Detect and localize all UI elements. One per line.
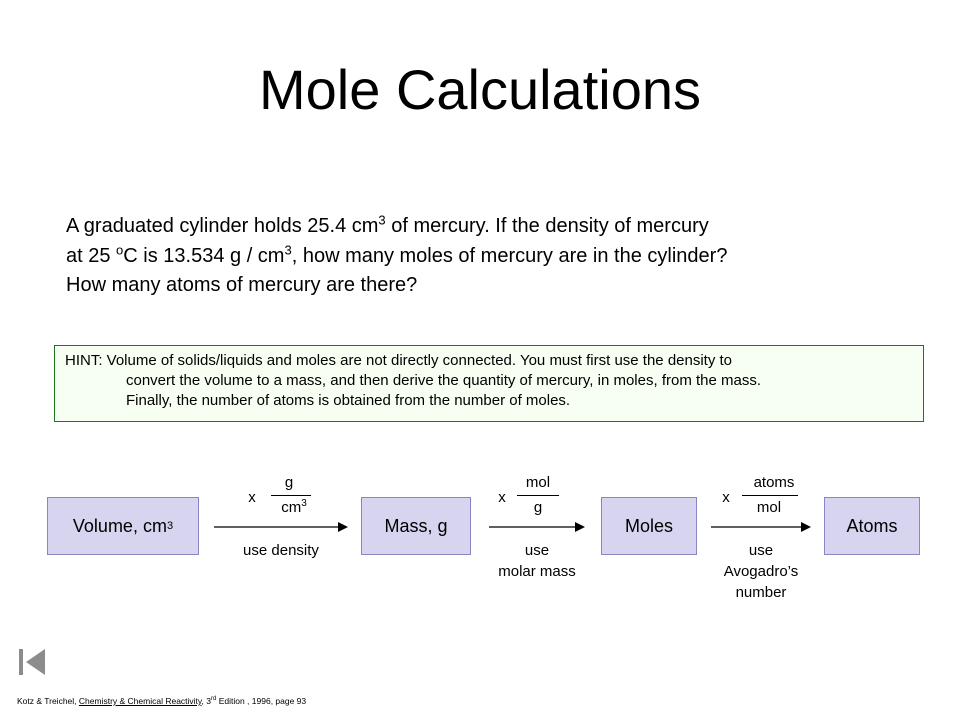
go-to-first-slide-icon[interactable]: [17, 647, 47, 677]
moles-box: Moles: [601, 497, 697, 555]
problem-text: A graduated cylinder holds 25.4 $cm^3$ of mercury. If the density of mercury at 25 $^o$C is 13.534 g / $cm^3$, how many moles of mercury are in the cylinder? How many atoms of mercury are there?: [66, 212, 728, 296]
arrow-moles-to-atoms: [711, 520, 811, 534]
factor3-fraction-line: [742, 495, 798, 496]
atoms-box: Atoms: [824, 497, 920, 555]
factor1-denominator: $cm^3$: [281, 498, 307, 516]
source-credit: Kotz & Treichel, Chemistry & Chemical Reactivity, 3rd Edition , 1996, page 93: [17, 696, 307, 706]
factor1-fraction-line: [271, 495, 311, 496]
step3-label-line2: Avogadro’s: [723, 563, 799, 580]
multiply-sign-3: x: [722, 489, 730, 506]
factor2-fraction-line: [517, 495, 559, 496]
factor3-denominator: mol: [756, 499, 782, 516]
step3-label-line1: use: [748, 542, 774, 559]
hint-line-2: convert the volume to a mass, and then derive the quantity of mercury, in moles, from the mass.: [126, 372, 762, 389]
hint-line-3: Finally, the number of atoms is obtained from the number of moles.: [126, 392, 571, 409]
multiply-sign-2: x: [498, 489, 506, 506]
arrow-mass-to-moles: [489, 520, 585, 534]
volume-box: Volume, cm 3: [47, 497, 199, 555]
mass-box: Mass, g: [361, 497, 471, 555]
hint-box: [54, 345, 924, 422]
step2-label-line2: molar mass: [498, 563, 576, 580]
factor3-numerator: atoms: [753, 474, 795, 491]
factor1-numerator: g: [284, 474, 294, 491]
step2-label-line1: use: [524, 542, 550, 559]
hint-line-1: HINT: Volume of solids/liquids and moles are not directly connected. You must first use the density to: [65, 352, 733, 369]
step1-label: use density: [243, 542, 319, 559]
factor2-denominator: g: [533, 499, 543, 516]
factor2-numerator: mol: [525, 474, 551, 491]
step3-label-line3: number: [735, 584, 787, 601]
slide-title: Mole Calculations: [259, 58, 701, 121]
arrow-volume-to-mass: [214, 520, 348, 534]
multiply-sign-1: x: [248, 489, 256, 506]
